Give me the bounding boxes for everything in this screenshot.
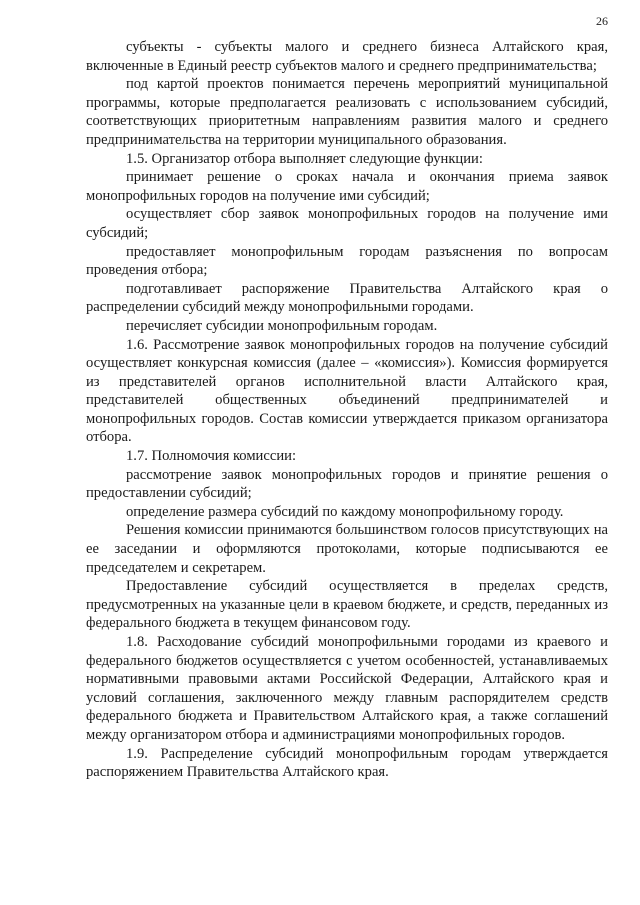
paragraph-subjects-definition: субъекты - субъекты малого и среднего бизнеса Алтайского края, включенные в Единый реестр субъектов малого и среднего предпринимательства; — [86, 39, 608, 74]
document-body — [86, 38, 608, 782]
page-number: 26 — [596, 14, 608, 28]
paragraph-1-5-item-prepare: подготавливает распоряжение Правительства Алтайского края о распределении субсидий между монопрофильными городами. — [86, 280, 608, 316]
paragraph-funding: Предоставление субсидий осуществляется в пределах средств, предусмотренных на указанные цели в краевом бюджете, и средств, переданных из федерального бюджета в текущем финансовом году. — [86, 578, 608, 632]
paragraph-decisions: Решения комиссии принимаются большинством голосов присутствующих на ее заседании и оформляются протоколами, которые подписываются ее председателем и секретарем. — [86, 522, 608, 576]
paragraph-1-7-heading: 1.7. Полномочия комиссии: — [126, 448, 297, 465]
paragraph-1-5-heading: 1.5. Организатор отбора выполняет следующие функции: — [126, 150, 483, 167]
paragraph-1-7-item-review: рассмотрение заявок монопрофильных городов и принятие решения о предоставлении субсидий; — [86, 466, 608, 502]
paragraph-1-8: 1.8. Расходование субсидий монопрофильными городами из краевого и федерального бюджетов осуществляется с учетом особенностей, устанавливаемых нормативными правовыми актами Российской Федерации, Алтайского края и условий соглашения, заключенного между главным распорядителем средств федерального бюджета и Правительством Алтайского края, а также соглашений между организатором отбора и администрациями монопрофильных городов. — [86, 634, 608, 743]
paragraph-1-5-item-transfer: перечисляет субсидии монопрофильным городам. — [126, 317, 438, 334]
paragraph-1-9: 1.9. Распределение субсидий монопрофильным городам утверждается распоряжением Правительства Алтайского края. — [86, 745, 608, 781]
paragraph-1-6: 1.6. Рассмотрение заявок монопрофильных городов на получение субсидий осуществляет конкурсная комиссия (далее – «комиссия»). Комиссия формируется из представителей органов исполнительной власти Алтайского края, представителей общественных объединений предпринимателей и монопрофильных городов. Состав комиссии утверждается приказом организатора отбора. — [86, 336, 608, 446]
paragraph-1-5-item-collect: осуществляет сбор заявок монопрофильных городов на получение ими субсидий; — [86, 206, 608, 241]
paragraph-project-map-definition: под картой проектов понимается перечень мероприятий муниципальной программы, которые предполагается реализовать с использованием субсидий, соответствующих приоритетным направлениям развития малого и среднего предпринимательства на территории муниципального образования. — [86, 76, 608, 148]
paragraph-1-5-item-deadlines: принимает решение о сроках начала и окончания приема заявок монопрофильных городов на получение ими субсидий; — [86, 169, 608, 204]
paragraph-1-7-item-amount: определение размера субсидий по каждому монопрофильному городу. — [126, 503, 564, 520]
paragraph-1-5-item-explain: предоставляет монопрофильным городам разъяснения по вопросам проведения отбора; — [86, 243, 608, 279]
